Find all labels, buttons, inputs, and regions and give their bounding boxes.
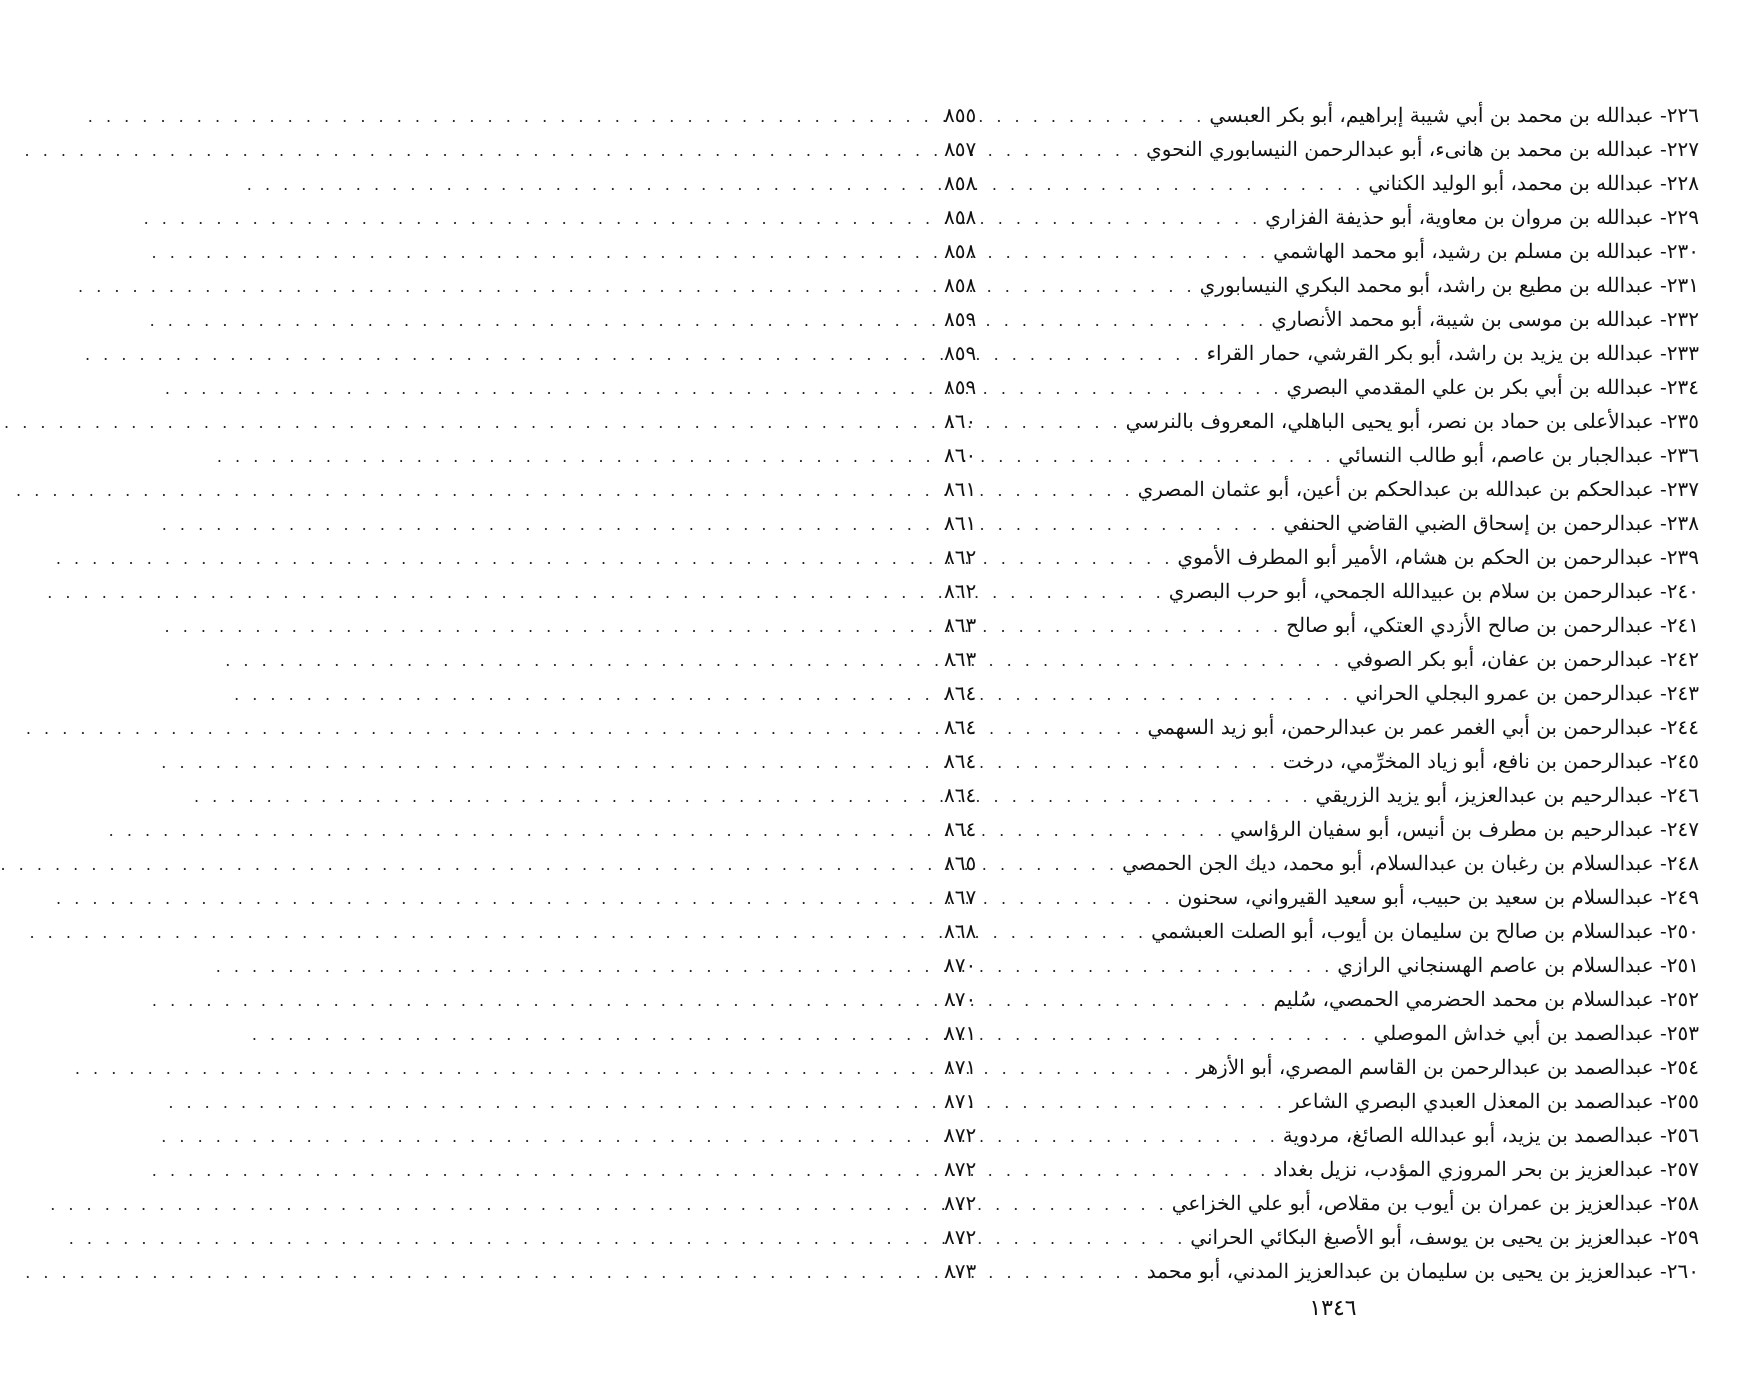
entry-title: ٢٥٠- عبدالسلام بن صالح بن سليمان بن أيوب، أبو الصلت العبشمي xyxy=(1151,919,1699,943)
entry-title: ٢٥٦- عبدالصمد بن يزيد، أبو عبدالله الصائغ، مردوية xyxy=(1282,1123,1699,1147)
entry-page-number: ٨٥٨ xyxy=(944,273,977,297)
entry-page-number: ٨٥٧ xyxy=(944,137,977,161)
dot-leader xyxy=(992,882,1174,916)
dot-leader xyxy=(992,236,1269,270)
toc-entry xyxy=(944,1016,1699,1050)
entry-page-number: ٨٥٥ xyxy=(944,103,977,127)
table-of-contents xyxy=(944,98,1699,1288)
toc-entry xyxy=(944,540,1699,574)
dot-leader xyxy=(992,848,1118,882)
dot-leader xyxy=(992,1222,1186,1256)
entry-page-number: ٨٦٤ xyxy=(944,783,977,807)
entry-page-number: ٨٦٤ xyxy=(944,681,977,705)
entry-title: ٢٥٨- عبدالعزيز بن عمران بن أيوب بن مقلاص، أبو علي الخزاعي xyxy=(1171,1191,1699,1215)
entry-page-number: ٨٦٢ xyxy=(944,545,977,569)
dot-leader xyxy=(992,338,1203,372)
entry-page-number: ٨٦٤ xyxy=(944,715,977,739)
entry-title: ٢٤٠- عبدالرحمن بن سلام بن عبيدالله الجمحي، أبو حرب البصري xyxy=(1168,579,1699,603)
toc-entry xyxy=(944,1050,1699,1084)
entry-title: ٢٣٥- عبدالأعلى بن حماد بن نصر، أبو يحيى الباهلي، المعروف بالنرسي xyxy=(1125,409,1699,433)
entry-page-number: ٨٦٤ xyxy=(944,749,977,773)
dot-leader xyxy=(992,270,1196,304)
dot-leader xyxy=(992,474,1134,508)
dot-leader xyxy=(992,916,1147,950)
entry-page-number: ٨٦٣ xyxy=(944,613,977,637)
dot-leader xyxy=(992,440,1334,474)
dot-leader xyxy=(992,678,1352,712)
entry-page-number: ٨٥٩ xyxy=(944,375,977,399)
dot-leader xyxy=(992,780,1312,814)
entry-title: ٢٤٦- عبدالرحيم بن عبدالعزيز، أبو يزيد الزريقي xyxy=(1315,783,1699,807)
entry-page-number: ٨٦٠ xyxy=(944,409,977,433)
entry-title: ٢٦٠- عبدالعزيز بن يحيى بن سليمان بن عبدالعزيز المدني، أبو محمد xyxy=(1146,1259,1699,1283)
entry-title: ٢٣٤- عبدالله بن أبي بكر بن علي المقدمي البصري xyxy=(1286,375,1699,399)
toc-entry xyxy=(944,132,1699,166)
toc-entry xyxy=(944,676,1699,710)
entry-title: ٢٣٧- عبدالحكم بن عبدالله بن عبدالحكم بن أعين، أبو عثمان المصري xyxy=(1137,477,1699,501)
entry-title: ٢٢٧- عبدالله بن محمد بن هانىء، أبو عبدالرحمن النيسابوري النحوي xyxy=(1146,137,1699,161)
entry-title: ٢٥٧- عبدالعزيز بن بحر المروزي المؤدب، نزيل بغداد xyxy=(1273,1157,1699,1181)
toc-entry xyxy=(944,608,1699,642)
dot-leader xyxy=(992,984,1269,1018)
toc-entry xyxy=(944,710,1699,744)
toc-entry xyxy=(944,268,1699,302)
entry-page-number: ٨٥٨ xyxy=(944,239,977,263)
dot-leader xyxy=(992,1256,1143,1290)
entry-page-number: ٨٥٨ xyxy=(944,171,977,195)
entry-title: ٢٤٤- عبدالرحمن بن أبي الغمر عمر بن عبدالرحمن، أبو زيد السهمي xyxy=(1147,715,1699,739)
entry-page-number: ٨٦٣ xyxy=(944,647,977,671)
entry-page-number: ٨٦١ xyxy=(944,477,977,501)
toc-entry xyxy=(944,336,1699,370)
toc-entry xyxy=(944,200,1699,234)
entry-title: ٢٢٨- عبدالله بن محمد، أبو الوليد الكناني xyxy=(1368,171,1699,195)
toc-entry xyxy=(944,914,1699,948)
entry-page-number: ٨٦٠ xyxy=(944,443,977,467)
entry-title: ٢٤٥- عبدالرحمن بن نافع، أبو زياد المخرِّمي، درخت xyxy=(1282,749,1699,773)
toc-entry xyxy=(944,948,1699,982)
dot-leader xyxy=(992,610,1282,644)
entry-title: ٢٥١- عبدالسلام بن عاصم الهسنجاني الرازي xyxy=(1337,953,1699,977)
dot-leader xyxy=(992,644,1343,678)
dot-leader xyxy=(992,950,1333,984)
toc-entry xyxy=(944,370,1699,404)
entry-title: ٢٥٩- عبدالعزيز بن يحيى بن يوسف، أبو الأصبغ البكائي الحراني xyxy=(1190,1225,1699,1249)
toc-entry xyxy=(944,472,1699,506)
toc-entry xyxy=(944,642,1699,676)
entry-title: ٢٣٣- عبدالله بن يزيد بن راشد، أبو بكر القرشي، حمار القراء xyxy=(1206,341,1699,365)
dot-leader xyxy=(992,100,1205,134)
toc-entry xyxy=(944,1186,1699,1220)
entry-page-number: ٨٧٣ xyxy=(944,1259,977,1283)
entry-title: ٢٣٦- عبدالجبار بن عاصم، أبو طالب النسائي xyxy=(1338,443,1699,467)
dot-leader xyxy=(992,1086,1286,1120)
entry-page-number: ٨٦١ xyxy=(944,511,977,535)
entry-title: ٢٤١- عبدالرحمن بن صالح الأزدي العتكي، أبو صالح xyxy=(1286,613,1699,637)
entry-title: ٢٤٣- عبدالرحمن بن عمرو البجلي الحراني xyxy=(1355,681,1699,705)
entry-title: ٢٥٢- عبدالسلام بن محمد الحضرمي الحمصي، سُليم xyxy=(1273,987,1699,1011)
toc-entry xyxy=(944,982,1699,1016)
dot-leader xyxy=(992,576,1165,610)
entry-page-number: ٨٧٠ xyxy=(944,987,977,1011)
entry-page-number: ٨٧١ xyxy=(944,1089,977,1113)
toc-entry xyxy=(944,1152,1699,1186)
toc-entry xyxy=(944,880,1699,914)
dot-leader xyxy=(992,134,1142,168)
toc-entry xyxy=(944,404,1699,438)
entry-title: ٢٤٩- عبدالسلام بن سعيد بن حبيب، أبو سعيد القيرواني، سحنون xyxy=(1177,885,1699,909)
toc-entry xyxy=(944,574,1699,608)
toc-entry xyxy=(944,438,1699,472)
dot-leader xyxy=(992,1188,1168,1222)
entry-page-number: ٨٧٢ xyxy=(944,1123,977,1147)
entry-title: ٢٣٢- عبدالله بن موسى بن شيبة، أبو محمد الأنصاري xyxy=(1271,307,1699,331)
entry-title: ٢٣٨- عبدالرحمن بن إسحاق الضبي القاضي الحنفي xyxy=(1283,511,1699,535)
entry-page-number: ٨٥٨ xyxy=(944,205,977,229)
toc-entry xyxy=(944,778,1699,812)
toc-entry xyxy=(944,1220,1699,1254)
entry-title: ٢٣١- عبدالله بن مطيع بن راشد، أبو محمد البكري النيسابوري xyxy=(1199,273,1699,297)
entry-page-number: ٨٦٧ xyxy=(944,885,977,909)
entry-title: ٢٥٤- عبدالصمد بن عبدالرحمن بن القاسم المصري، أبو الأزهر xyxy=(1196,1055,1699,1079)
entry-title: ٢٢٦- عبدالله بن محمد بن أبي شيبة إبراهيم، أبو بكر العبسي xyxy=(1209,103,1699,127)
entry-page-number: ٨٦٥ xyxy=(944,851,977,875)
entry-page-number: ٨٥٩ xyxy=(944,307,977,331)
dot-leader xyxy=(992,1120,1279,1154)
dot-leader xyxy=(992,372,1283,406)
toc-entry xyxy=(944,506,1699,540)
dot-leader xyxy=(992,746,1279,780)
entry-title: ٢٥٣- عبدالصمد بن أبي خداش الموصلي xyxy=(1373,1021,1699,1045)
dot-leader xyxy=(992,1154,1269,1188)
dot-leader xyxy=(992,168,1364,202)
toc-entry xyxy=(944,1254,1699,1288)
entry-page-number: ٨٦٨ xyxy=(944,919,977,943)
page-number: ١٣٤٦ xyxy=(1309,1296,1357,1321)
entry-title: ٢٣٩- عبدالرحمن بن الحكم بن هشام، الأمير أبو المطرف الأموي xyxy=(1177,545,1699,569)
entry-page-number: ٨٧٢ xyxy=(944,1225,977,1249)
entry-page-number: ٨٧٠ xyxy=(944,953,977,977)
entry-page-number: ٨٧٢ xyxy=(944,1191,977,1215)
toc-entry xyxy=(944,302,1699,336)
toc-entry xyxy=(944,1084,1699,1118)
entry-title: ٢٥٥- عبدالصمد بن المعذل العبدي البصري الشاعر xyxy=(1289,1089,1699,1113)
dot-leader xyxy=(992,542,1173,576)
entry-page-number: ٨٧١ xyxy=(944,1055,977,1079)
dot-leader xyxy=(992,712,1143,746)
toc-entry xyxy=(944,812,1699,846)
entry-page-number: ٨٧٢ xyxy=(944,1157,977,1181)
entry-title: ٢٤٢- عبدالرحمن بن عفان، أبو بكر الصوفي xyxy=(1346,647,1699,671)
toc-entry xyxy=(944,1118,1699,1152)
entry-page-number: ٨٧١ xyxy=(944,1021,977,1045)
dot-leader xyxy=(992,1052,1192,1086)
toc-entry xyxy=(944,98,1699,132)
toc-entry xyxy=(944,166,1699,200)
entry-title: ٢٢٩- عبدالله بن مروان بن معاوية، أبو حذيفة الفزاري xyxy=(1265,205,1699,229)
entry-title: ٢٤٨- عبدالسلام بن رغبان بن عبدالسلام، أبو محمد، ديك الجن الحمصي xyxy=(1122,851,1699,875)
entry-page-number: ٨٥٩ xyxy=(944,341,977,365)
dot-leader xyxy=(992,202,1261,236)
toc-entry xyxy=(944,234,1699,268)
entry-title: ٢٣٠- عبدالله بن مسلم بن رشيد، أبو محمد الهاشمي xyxy=(1273,239,1699,263)
entry-page-number: ٨٦٤ xyxy=(944,817,977,841)
toc-entry xyxy=(944,744,1699,778)
dot-leader xyxy=(992,304,1267,338)
dot-leader xyxy=(992,406,1122,440)
dot-leader xyxy=(992,508,1279,542)
toc-entry xyxy=(944,846,1699,880)
entry-title: ٢٤٧- عبدالرحيم بن مطرف بن أنيس، أبو سفيان الرؤاسي xyxy=(1230,817,1699,841)
entry-page-number: ٨٦٢ xyxy=(944,579,977,603)
dot-leader xyxy=(992,814,1226,848)
dot-leader xyxy=(992,1018,1369,1052)
